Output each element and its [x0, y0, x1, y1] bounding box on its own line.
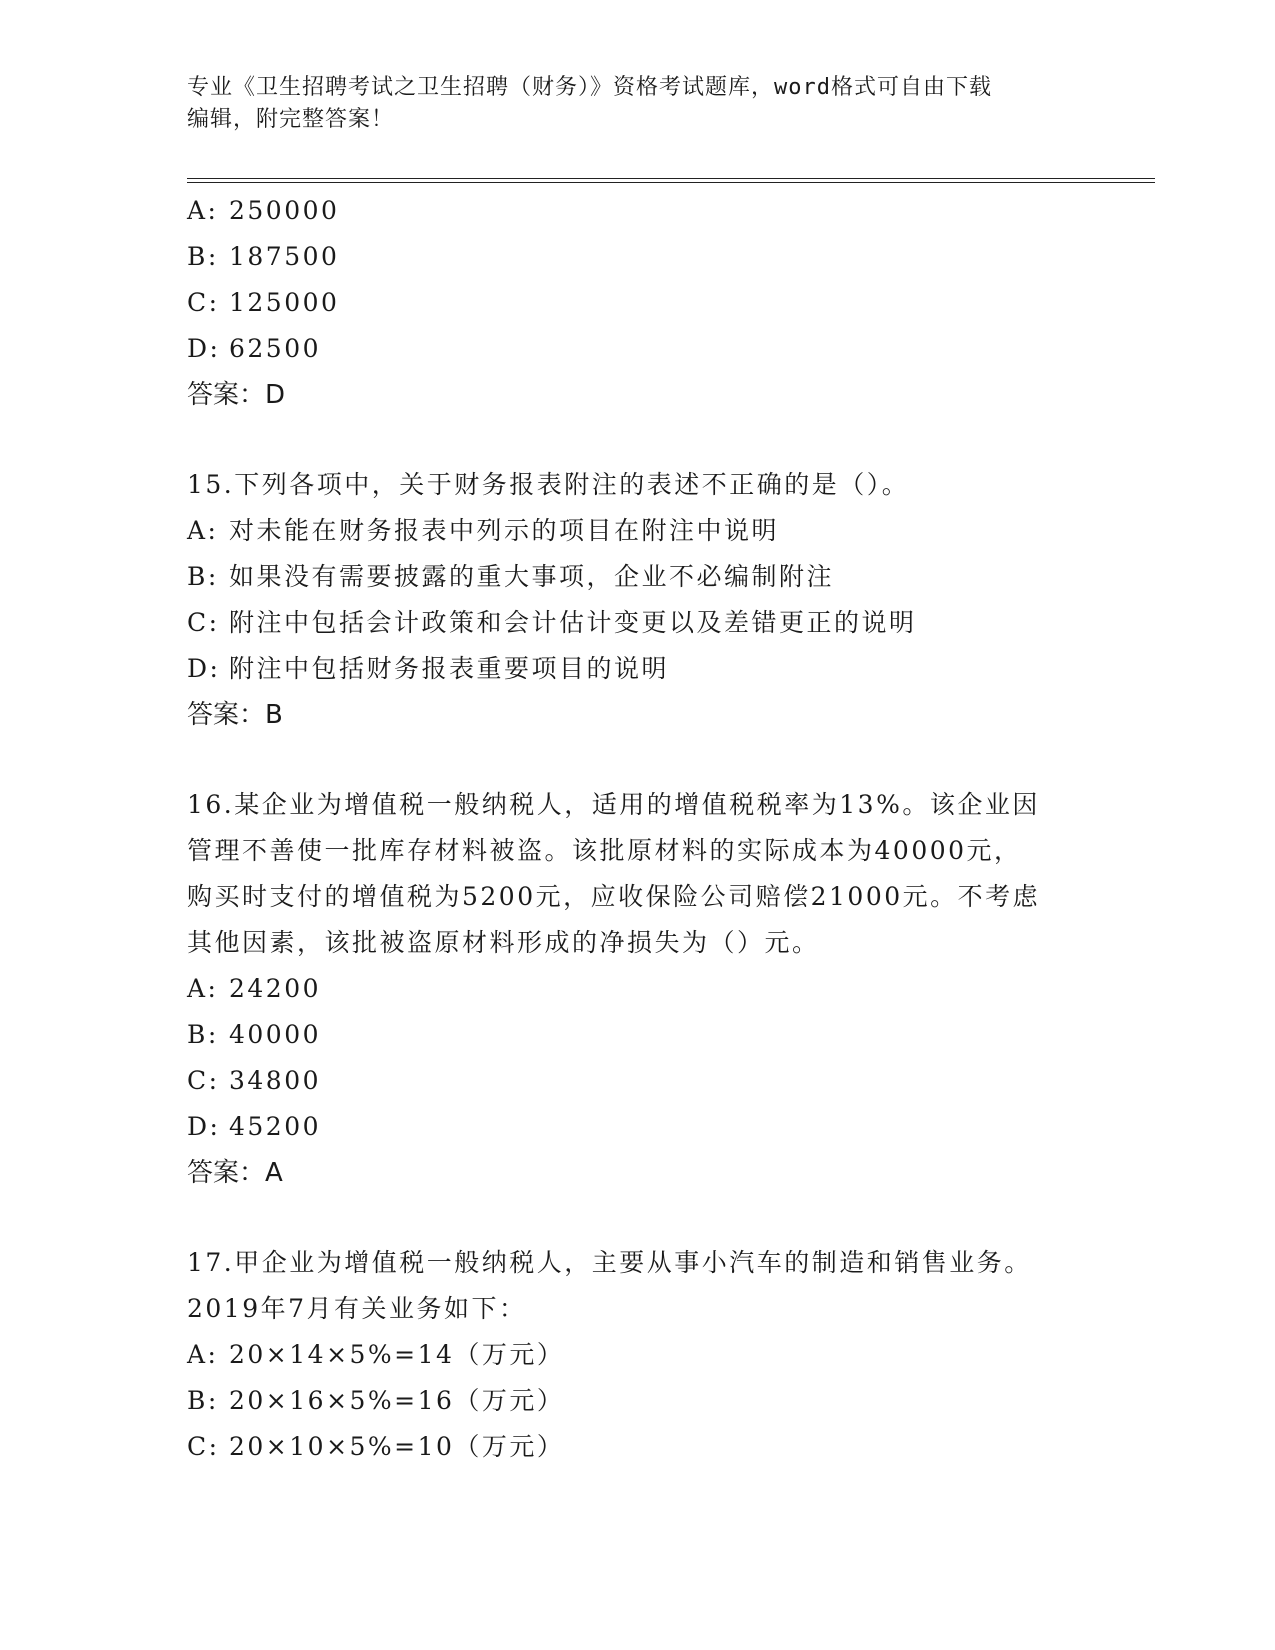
- option-d: D: 62500: [187, 334, 322, 363]
- question-stem: 15.下列各项中，关于财务报表附注的表述不正确的是（）。: [187, 470, 910, 499]
- option-c: C: 20×10×5%=10（万元）: [187, 1432, 565, 1461]
- option-b: B: 20×16×5%=16（万元）: [187, 1386, 565, 1415]
- option-a: A: 250000: [187, 196, 340, 225]
- option-a: A: 对未能在财务报表中列示的项目在附注中说明: [187, 516, 780, 545]
- header-divider: [187, 178, 1155, 183]
- question-stem-line: 17.甲企业为增值税一般纳税人，主要从事小汽车的制造和销售业务。: [187, 1248, 1032, 1277]
- option-d: D: 附注中包括财务报表重要项目的说明: [187, 654, 670, 683]
- question-16: [187, 782, 1087, 1196]
- question-stem-line: 2019年7月有关业务如下：: [187, 1294, 527, 1323]
- answer: 答案：A: [187, 1158, 283, 1188]
- option-d: D: 45200: [187, 1112, 322, 1141]
- answer: 答案：B: [187, 700, 283, 730]
- option-b: B: 187500: [187, 242, 340, 271]
- question-stem-line: 16.某企业为增值税一般纳税人，适用的增值税税率为13%。该企业因: [187, 790, 1040, 819]
- option-c: C: 125000: [187, 288, 340, 317]
- question-14: [187, 188, 1087, 418]
- document-header: [187, 72, 1067, 136]
- question-15: [187, 462, 1087, 738]
- question-stem-line: 管理不善使一批库存材料被盗。该批原材料的实际成本为40000元，: [187, 836, 1022, 865]
- option-c: C: 34800: [187, 1066, 322, 1095]
- option-c: C: 附注中包括会计政策和会计估计变更以及差错更正的说明: [187, 608, 917, 637]
- option-b: B: 40000: [187, 1020, 322, 1049]
- question-17: [187, 1240, 1087, 1470]
- option-b: B: 如果没有需要披露的重大事项，企业不必编制附注: [187, 562, 835, 591]
- answer: 答案：D: [187, 380, 286, 410]
- question-list: [187, 188, 1087, 1470]
- question-stem-line: 其他因素，该批被盗原材料形成的净损失为（）元。: [187, 928, 820, 957]
- option-a: A: 24200: [187, 974, 322, 1003]
- header-line-2: 编辑，附完整答案！: [187, 107, 395, 132]
- header-line-1: 专业《卫生招聘考试之卫生招聘（财务）》资格考试题库，word格式可自由下载: [187, 75, 992, 100]
- question-stem-line: 购买时支付的增值税为5200元，应收保险公司赔偿21000元。不考虑: [187, 882, 1041, 911]
- option-a: A: 20×14×5%=14（万元）: [187, 1340, 565, 1369]
